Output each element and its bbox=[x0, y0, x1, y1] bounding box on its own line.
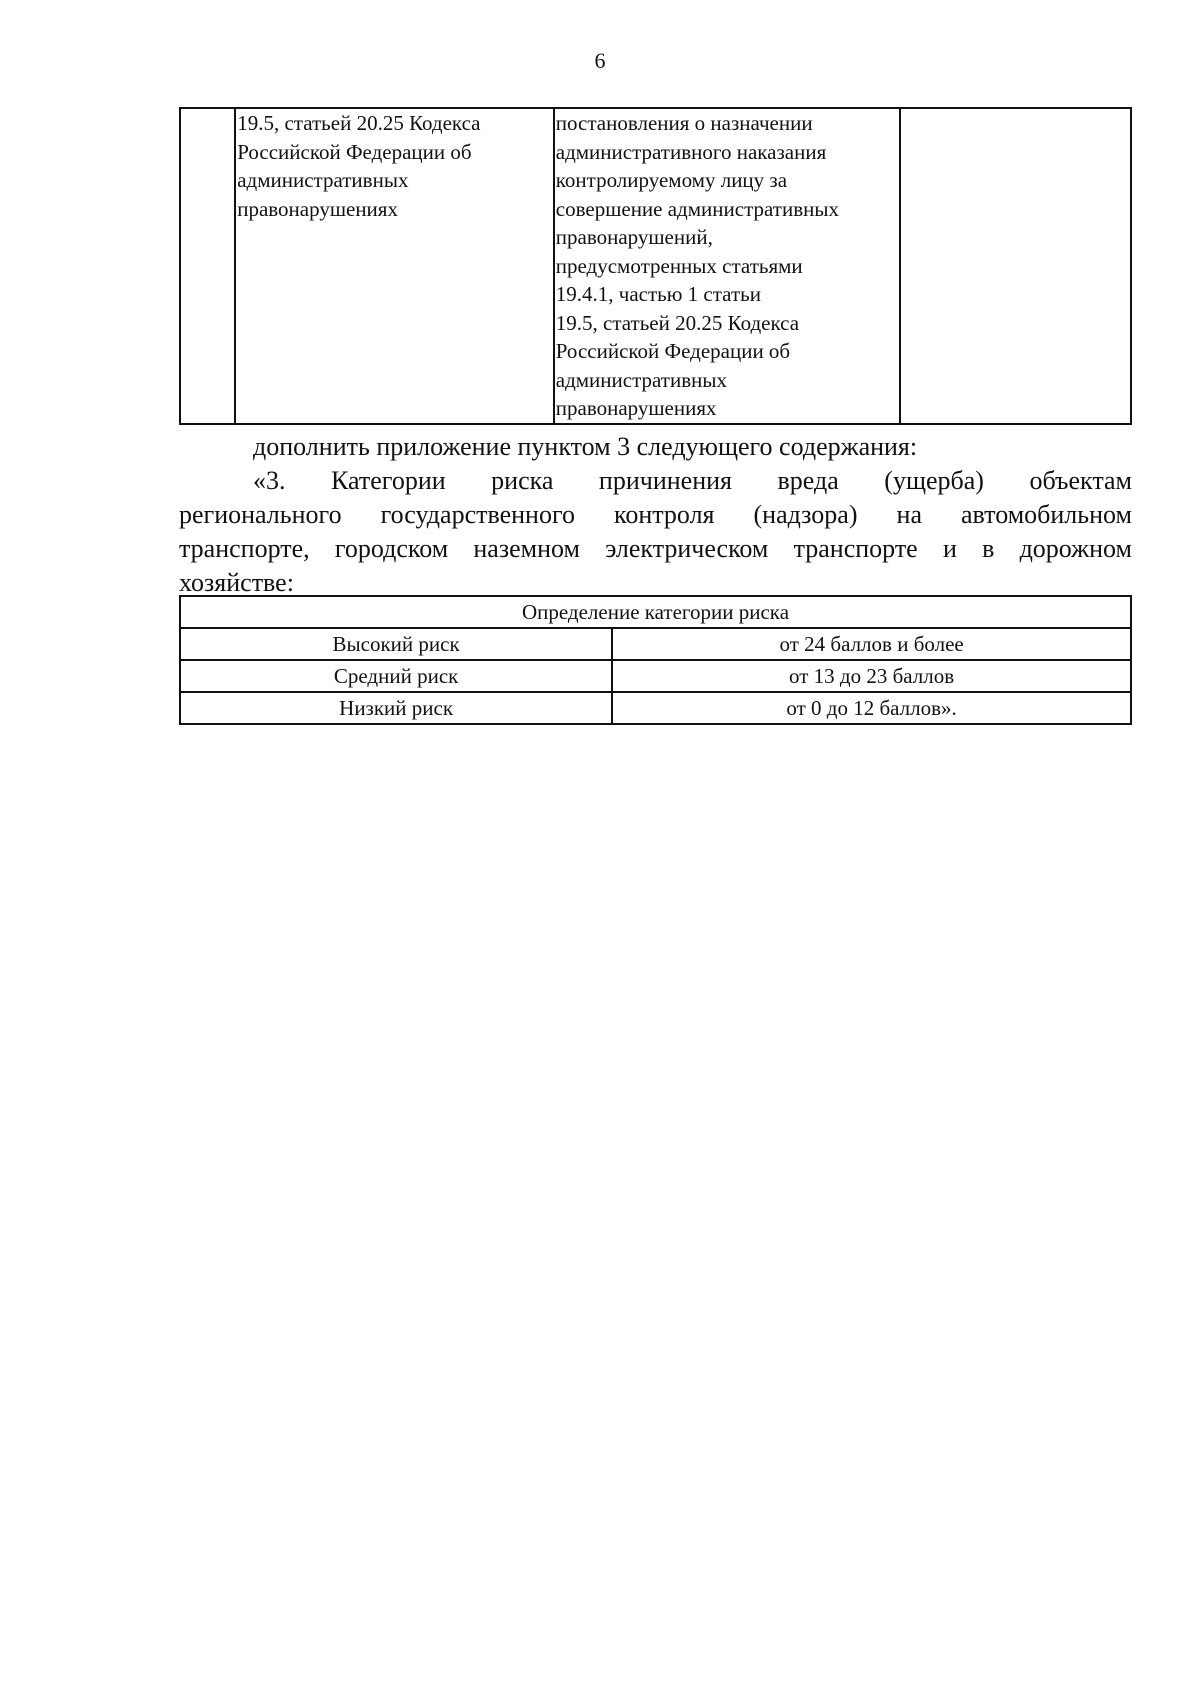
act-line: контролируемому лицу за bbox=[555, 168, 788, 192]
act-line: 19.4.1, частью 1 статьи bbox=[555, 282, 761, 306]
risk-category-cell: Средний риск bbox=[180, 660, 612, 692]
risk-category-table bbox=[179, 595, 1132, 725]
article-line: административных bbox=[237, 168, 409, 192]
table-header: Определение категории риска bbox=[180, 596, 1131, 628]
table-header-row bbox=[180, 596, 1131, 628]
act-line: административных bbox=[555, 367, 727, 392]
risk-categories-paragraph bbox=[179, 464, 1132, 600]
amendment-paragraph: дополнить приложение пунктом 3 следующего содержания: bbox=[253, 432, 918, 461]
table-row bbox=[180, 108, 1131, 424]
paragraph-line: хозяйстве: bbox=[179, 568, 294, 597]
risk-points-cell: от 24 баллов и более bbox=[612, 628, 1131, 660]
act-line: постановления о назначении bbox=[555, 111, 813, 135]
article-line: 19.5, статьей 20.25 Кодекса bbox=[237, 111, 481, 135]
act-line: 19.5, статьей 20.25 Кодекса bbox=[555, 310, 800, 335]
cell-number bbox=[180, 108, 235, 424]
act-line: предусмотренных статьями bbox=[555, 253, 803, 278]
act-line: совершение административных bbox=[555, 196, 839, 221]
act-line: правонарушениях bbox=[555, 396, 717, 420]
cell-act bbox=[554, 108, 900, 424]
table-row bbox=[180, 660, 1131, 692]
risk-category-cell: Высокий риск bbox=[180, 628, 612, 660]
page-number: 6 bbox=[594, 48, 606, 73]
cell-article bbox=[235, 108, 554, 424]
table-row bbox=[180, 692, 1131, 724]
article-line: Российской Федерации об bbox=[237, 139, 472, 164]
act-line: Российской Федерации об bbox=[555, 339, 791, 363]
act-line: административного наказания bbox=[555, 139, 827, 164]
paragraph-line: регионального государственного контроля (надзора) на автомобильном bbox=[179, 500, 1132, 529]
article-line: правонарушениях bbox=[237, 196, 398, 221]
paragraph-line: «3. Категории риска причинения вреда (ущерба) объектам bbox=[253, 466, 1132, 495]
risk-points-cell: от 0 до 12 баллов». bbox=[612, 692, 1131, 724]
table-row bbox=[180, 628, 1131, 660]
act-line: правонарушений, bbox=[555, 225, 713, 249]
cell-extra bbox=[900, 108, 1131, 424]
risk-category-cell: Низкий риск bbox=[180, 692, 612, 724]
continuation-table bbox=[179, 107, 1132, 425]
risk-points-cell: от 13 до 23 баллов bbox=[612, 660, 1131, 692]
paragraph-line: транспорте, городском наземном электрическом транспорте и в дорожном bbox=[179, 534, 1132, 563]
